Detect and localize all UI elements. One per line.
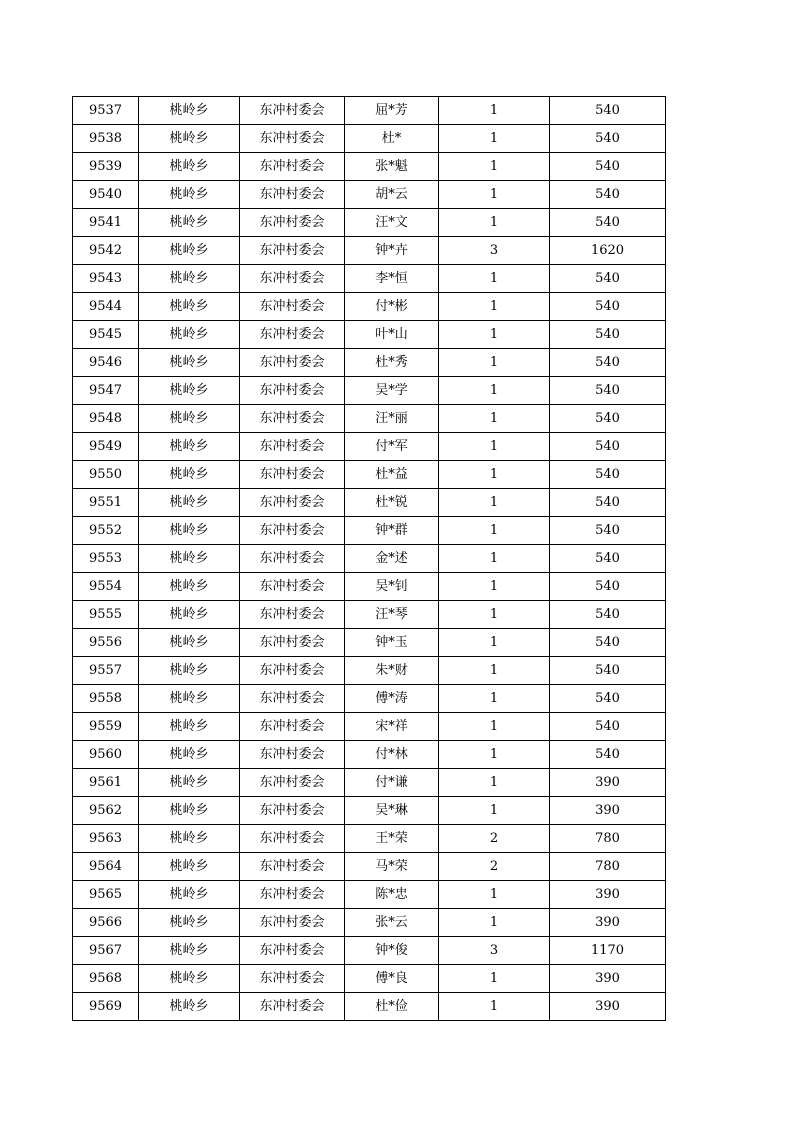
township-cell: 桃岭乡 [139, 881, 240, 909]
serial-number-cell: 9552 [73, 517, 139, 545]
village-committee-cell: 东冲村委会 [240, 993, 345, 1021]
amount-cell: 540 [550, 265, 666, 293]
village-committee-cell: 东冲村委会 [240, 741, 345, 769]
serial-number-cell: 9569 [73, 993, 139, 1021]
amount-cell: 540 [550, 713, 666, 741]
village-committee-cell: 东冲村委会 [240, 685, 345, 713]
village-committee-cell: 东冲村委会 [240, 405, 345, 433]
name-cell: 钟*群 [345, 517, 439, 545]
household-count-cell: 1 [439, 993, 550, 1021]
table-row [73, 321, 666, 349]
serial-number-cell: 9543 [73, 265, 139, 293]
household-count-cell: 2 [439, 825, 550, 853]
township-cell: 桃岭乡 [139, 405, 240, 433]
amount-cell: 540 [550, 377, 666, 405]
table-row [73, 685, 666, 713]
table-row [73, 713, 666, 741]
amount-cell: 390 [550, 797, 666, 825]
village-committee-cell: 东冲村委会 [240, 153, 345, 181]
amount-cell: 540 [550, 349, 666, 377]
amount-cell: 390 [550, 769, 666, 797]
household-count-cell: 1 [439, 461, 550, 489]
amount-cell: 780 [550, 825, 666, 853]
township-cell: 桃岭乡 [139, 349, 240, 377]
table-row [73, 489, 666, 517]
village-committee-cell: 东冲村委会 [240, 853, 345, 881]
village-committee-cell: 东冲村委会 [240, 349, 345, 377]
township-cell: 桃岭乡 [139, 601, 240, 629]
township-cell: 桃岭乡 [139, 517, 240, 545]
household-count-cell: 1 [439, 209, 550, 237]
household-count-cell: 2 [439, 853, 550, 881]
table-row [73, 97, 666, 125]
township-cell: 桃岭乡 [139, 545, 240, 573]
serial-number-cell: 9555 [73, 601, 139, 629]
table-row [73, 629, 666, 657]
name-cell: 吴*琳 [345, 797, 439, 825]
township-cell: 桃岭乡 [139, 181, 240, 209]
village-committee-cell: 东冲村委会 [240, 657, 345, 685]
table-row [73, 657, 666, 685]
household-count-cell: 1 [439, 377, 550, 405]
amount-cell: 540 [550, 517, 666, 545]
amount-cell: 540 [550, 685, 666, 713]
township-cell: 桃岭乡 [139, 713, 240, 741]
township-cell: 桃岭乡 [139, 265, 240, 293]
serial-number-cell: 9556 [73, 629, 139, 657]
name-cell: 叶*山 [345, 321, 439, 349]
name-cell: 杜*秀 [345, 349, 439, 377]
township-cell: 桃岭乡 [139, 937, 240, 965]
serial-number-cell: 9559 [73, 713, 139, 741]
name-cell: 杜*俭 [345, 993, 439, 1021]
township-cell: 桃岭乡 [139, 965, 240, 993]
household-count-cell: 1 [439, 797, 550, 825]
serial-number-cell: 9568 [73, 965, 139, 993]
household-count-cell: 1 [439, 433, 550, 461]
village-committee-cell: 东冲村委会 [240, 433, 345, 461]
township-cell: 桃岭乡 [139, 489, 240, 517]
household-count-cell: 3 [439, 237, 550, 265]
serial-number-cell: 9551 [73, 489, 139, 517]
name-cell: 金*述 [345, 545, 439, 573]
table-row [73, 349, 666, 377]
township-cell: 桃岭乡 [139, 153, 240, 181]
household-count-cell: 1 [439, 685, 550, 713]
township-cell: 桃岭乡 [139, 657, 240, 685]
amount-cell: 540 [550, 125, 666, 153]
name-cell: 宋*祥 [345, 713, 439, 741]
name-cell: 傅*良 [345, 965, 439, 993]
table-row [73, 181, 666, 209]
township-cell: 桃岭乡 [139, 125, 240, 153]
amount-cell: 540 [550, 97, 666, 125]
name-cell: 杜* [345, 125, 439, 153]
name-cell: 汪*琴 [345, 601, 439, 629]
table-row [73, 293, 666, 321]
serial-number-cell: 9542 [73, 237, 139, 265]
table-row [73, 545, 666, 573]
village-committee-cell: 东冲村委会 [240, 601, 345, 629]
amount-cell: 540 [550, 573, 666, 601]
serial-number-cell: 9561 [73, 769, 139, 797]
serial-number-cell: 9546 [73, 349, 139, 377]
amount-cell: 540 [550, 601, 666, 629]
household-count-cell: 1 [439, 349, 550, 377]
village-committee-cell: 东冲村委会 [240, 321, 345, 349]
name-cell: 汪*文 [345, 209, 439, 237]
household-count-cell: 1 [439, 657, 550, 685]
household-count-cell: 1 [439, 573, 550, 601]
household-count-cell: 1 [439, 601, 550, 629]
serial-number-cell: 9553 [73, 545, 139, 573]
township-cell: 桃岭乡 [139, 293, 240, 321]
township-cell: 桃岭乡 [139, 909, 240, 937]
township-cell: 桃岭乡 [139, 685, 240, 713]
name-cell: 杜*益 [345, 461, 439, 489]
serial-number-cell: 9547 [73, 377, 139, 405]
township-cell: 桃岭乡 [139, 573, 240, 601]
name-cell: 王*荣 [345, 825, 439, 853]
serial-number-cell: 9550 [73, 461, 139, 489]
serial-number-cell: 9567 [73, 937, 139, 965]
amount-cell: 390 [550, 965, 666, 993]
household-count-cell: 3 [439, 937, 550, 965]
table-row [73, 209, 666, 237]
township-cell: 桃岭乡 [139, 797, 240, 825]
village-committee-cell: 东冲村委会 [240, 97, 345, 125]
name-cell: 吴*学 [345, 377, 439, 405]
serial-number-cell: 9562 [73, 797, 139, 825]
name-cell: 胡*云 [345, 181, 439, 209]
household-count-cell: 1 [439, 741, 550, 769]
subsidy-roster-table [72, 96, 666, 1021]
name-cell: 杜*锐 [345, 489, 439, 517]
serial-number-cell: 9565 [73, 881, 139, 909]
table-row [73, 153, 666, 181]
table-row [73, 517, 666, 545]
village-committee-cell: 东冲村委会 [240, 797, 345, 825]
table-row [73, 405, 666, 433]
name-cell: 钟*俊 [345, 937, 439, 965]
amount-cell: 540 [550, 461, 666, 489]
table-row [73, 573, 666, 601]
name-cell: 付*谦 [345, 769, 439, 797]
village-committee-cell: 东冲村委会 [240, 825, 345, 853]
table-row [73, 769, 666, 797]
township-cell: 桃岭乡 [139, 237, 240, 265]
name-cell: 李*恒 [345, 265, 439, 293]
name-cell: 朱*财 [345, 657, 439, 685]
township-cell: 桃岭乡 [139, 741, 240, 769]
name-cell: 付*军 [345, 433, 439, 461]
table-row [73, 265, 666, 293]
household-count-cell: 1 [439, 405, 550, 433]
township-cell: 桃岭乡 [139, 461, 240, 489]
village-committee-cell: 东冲村委会 [240, 265, 345, 293]
name-cell: 陈*忠 [345, 881, 439, 909]
household-count-cell: 1 [439, 293, 550, 321]
serial-number-cell: 9540 [73, 181, 139, 209]
amount-cell: 540 [550, 293, 666, 321]
amount-cell: 390 [550, 881, 666, 909]
serial-number-cell: 9564 [73, 853, 139, 881]
table-row [73, 881, 666, 909]
village-committee-cell: 东冲村委会 [240, 237, 345, 265]
serial-number-cell: 9548 [73, 405, 139, 433]
table-row [73, 433, 666, 461]
table-row [73, 825, 666, 853]
household-count-cell: 1 [439, 881, 550, 909]
serial-number-cell: 9549 [73, 433, 139, 461]
name-cell: 张*魁 [345, 153, 439, 181]
village-committee-cell: 东冲村委会 [240, 629, 345, 657]
table-row [73, 741, 666, 769]
table-row [73, 237, 666, 265]
amount-cell: 540 [550, 209, 666, 237]
roster-body [73, 97, 666, 1021]
village-committee-cell: 东冲村委会 [240, 125, 345, 153]
household-count-cell: 1 [439, 545, 550, 573]
village-committee-cell: 东冲村委会 [240, 965, 345, 993]
name-cell: 钟*玉 [345, 629, 439, 657]
household-count-cell: 1 [439, 909, 550, 937]
name-cell: 马*荣 [345, 853, 439, 881]
table-row [73, 937, 666, 965]
serial-number-cell: 9539 [73, 153, 139, 181]
serial-number-cell: 9563 [73, 825, 139, 853]
village-committee-cell: 东冲村委会 [240, 181, 345, 209]
village-committee-cell: 东冲村委会 [240, 573, 345, 601]
amount-cell: 540 [550, 405, 666, 433]
household-count-cell: 1 [439, 965, 550, 993]
amount-cell: 390 [550, 993, 666, 1021]
village-committee-cell: 东冲村委会 [240, 881, 345, 909]
household-count-cell: 1 [439, 769, 550, 797]
table-row [73, 909, 666, 937]
village-committee-cell: 东冲村委会 [240, 713, 345, 741]
table-row [73, 797, 666, 825]
amount-cell: 540 [550, 181, 666, 209]
township-cell: 桃岭乡 [139, 209, 240, 237]
household-count-cell: 1 [439, 489, 550, 517]
village-committee-cell: 东冲村委会 [240, 769, 345, 797]
township-cell: 桃岭乡 [139, 321, 240, 349]
household-count-cell: 1 [439, 153, 550, 181]
serial-number-cell: 9537 [73, 97, 139, 125]
amount-cell: 1620 [550, 237, 666, 265]
serial-number-cell: 9541 [73, 209, 139, 237]
amount-cell: 540 [550, 153, 666, 181]
household-count-cell: 1 [439, 517, 550, 545]
amount-cell: 540 [550, 741, 666, 769]
household-count-cell: 1 [439, 125, 550, 153]
household-count-cell: 1 [439, 713, 550, 741]
name-cell: 汪*丽 [345, 405, 439, 433]
township-cell: 桃岭乡 [139, 433, 240, 461]
township-cell: 桃岭乡 [139, 825, 240, 853]
table-row [73, 377, 666, 405]
village-committee-cell: 东冲村委会 [240, 209, 345, 237]
serial-number-cell: 9538 [73, 125, 139, 153]
name-cell: 屈*芳 [345, 97, 439, 125]
household-count-cell: 1 [439, 265, 550, 293]
village-committee-cell: 东冲村委会 [240, 937, 345, 965]
amount-cell: 1170 [550, 937, 666, 965]
township-cell: 桃岭乡 [139, 993, 240, 1021]
amount-cell: 780 [550, 853, 666, 881]
amount-cell: 540 [550, 629, 666, 657]
township-cell: 桃岭乡 [139, 97, 240, 125]
amount-cell: 540 [550, 489, 666, 517]
household-count-cell: 1 [439, 629, 550, 657]
table-row [73, 965, 666, 993]
village-committee-cell: 东冲村委会 [240, 489, 345, 517]
household-count-cell: 1 [439, 181, 550, 209]
serial-number-cell: 9560 [73, 741, 139, 769]
table-row [73, 125, 666, 153]
serial-number-cell: 9554 [73, 573, 139, 601]
table-row [73, 461, 666, 489]
serial-number-cell: 9566 [73, 909, 139, 937]
serial-number-cell: 9545 [73, 321, 139, 349]
name-cell: 张*云 [345, 909, 439, 937]
village-committee-cell: 东冲村委会 [240, 517, 345, 545]
name-cell: 付*彬 [345, 293, 439, 321]
village-committee-cell: 东冲村委会 [240, 377, 345, 405]
table-row [73, 601, 666, 629]
township-cell: 桃岭乡 [139, 769, 240, 797]
serial-number-cell: 9557 [73, 657, 139, 685]
name-cell: 吴*钊 [345, 573, 439, 601]
serial-number-cell: 9558 [73, 685, 139, 713]
township-cell: 桃岭乡 [139, 377, 240, 405]
village-committee-cell: 东冲村委会 [240, 293, 345, 321]
serial-number-cell: 9544 [73, 293, 139, 321]
amount-cell: 540 [550, 321, 666, 349]
household-count-cell: 1 [439, 321, 550, 349]
village-committee-cell: 东冲村委会 [240, 461, 345, 489]
amount-cell: 540 [550, 545, 666, 573]
table-row [73, 853, 666, 881]
village-committee-cell: 东冲村委会 [240, 909, 345, 937]
name-cell: 钟*卉 [345, 237, 439, 265]
table-row [73, 993, 666, 1021]
township-cell: 桃岭乡 [139, 853, 240, 881]
household-count-cell: 1 [439, 97, 550, 125]
name-cell: 傅*涛 [345, 685, 439, 713]
amount-cell: 540 [550, 433, 666, 461]
village-committee-cell: 东冲村委会 [240, 545, 345, 573]
township-cell: 桃岭乡 [139, 629, 240, 657]
name-cell: 付*林 [345, 741, 439, 769]
amount-cell: 540 [550, 657, 666, 685]
amount-cell: 390 [550, 909, 666, 937]
